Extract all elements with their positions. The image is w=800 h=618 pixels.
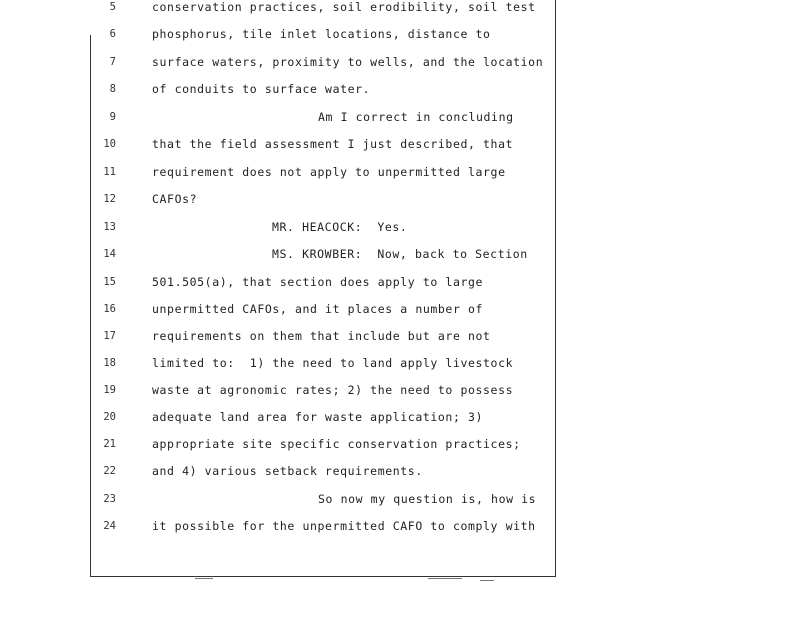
line-number: 21 (103, 438, 116, 450)
transcript-line: CAFOs? (152, 192, 198, 206)
line-number: 10 (103, 138, 116, 150)
page-border-bottom (90, 576, 556, 577)
transcript-line: limited to: 1) the need to land apply livestock (152, 356, 514, 370)
scan-artifact (480, 580, 494, 581)
line-number: 18 (103, 357, 116, 369)
transcript-line: it possible for the unpermitted CAFO to comply with (152, 519, 536, 533)
transcript-line: and 4) various setback requirements. (152, 464, 423, 478)
line-number: 20 (103, 411, 116, 423)
line-number: 17 (103, 330, 116, 342)
transcript-line: requirement does not apply to unpermitted large (152, 165, 506, 179)
transcript-line: Am I correct in concluding (318, 110, 514, 124)
transcript-line: conservation practices, soil erodibility, soil test (152, 0, 536, 14)
line-number: 24 (103, 520, 116, 532)
line-number: 13 (103, 221, 116, 233)
scan-artifact (428, 578, 462, 579)
transcript-line: phosphorus, tile inlet locations, distance to (152, 27, 491, 41)
transcript-line: adequate land area for waste application; 3) (152, 410, 484, 424)
line-number: 12 (103, 193, 116, 205)
line-number: 22 (103, 465, 116, 477)
line-number: 16 (103, 303, 116, 315)
line-number: 5 (109, 1, 116, 13)
transcript-line: 501.505(a), that section does apply to large (152, 275, 484, 289)
line-number: 15 (103, 276, 116, 288)
transcript-line: waste at agronomic rates; 2) the need to possess (152, 383, 514, 397)
transcript-line: that the field assessment I just described, that (152, 137, 514, 151)
line-number: 11 (103, 166, 116, 178)
transcript-line: of conduits to surface water. (152, 82, 371, 96)
page-border-left (90, 35, 91, 577)
transcript-line: surface waters, proximity to wells, and the location (152, 55, 544, 69)
line-number: 8 (109, 83, 116, 95)
transcript-line: So now my question is, how is (318, 492, 537, 506)
line-number: 7 (109, 56, 116, 68)
line-number: 9 (109, 111, 116, 123)
transcript-line: requirements on them that include but are not (152, 329, 491, 343)
line-number: 14 (103, 248, 116, 260)
line-number: 6 (109, 28, 116, 40)
transcript-line: MS. KROWBER: Now, back to Section (272, 247, 528, 261)
transcript-line: unpermitted CAFOs, and it places a number of (152, 302, 484, 316)
page-border-right (555, 0, 556, 577)
transcript-line: appropriate site specific conservation practices; (152, 437, 521, 451)
line-number: 23 (103, 493, 116, 505)
scan-artifact (195, 578, 213, 579)
transcript-line: MR. HEACOCK: Yes. (272, 220, 408, 234)
line-number: 19 (103, 384, 116, 396)
